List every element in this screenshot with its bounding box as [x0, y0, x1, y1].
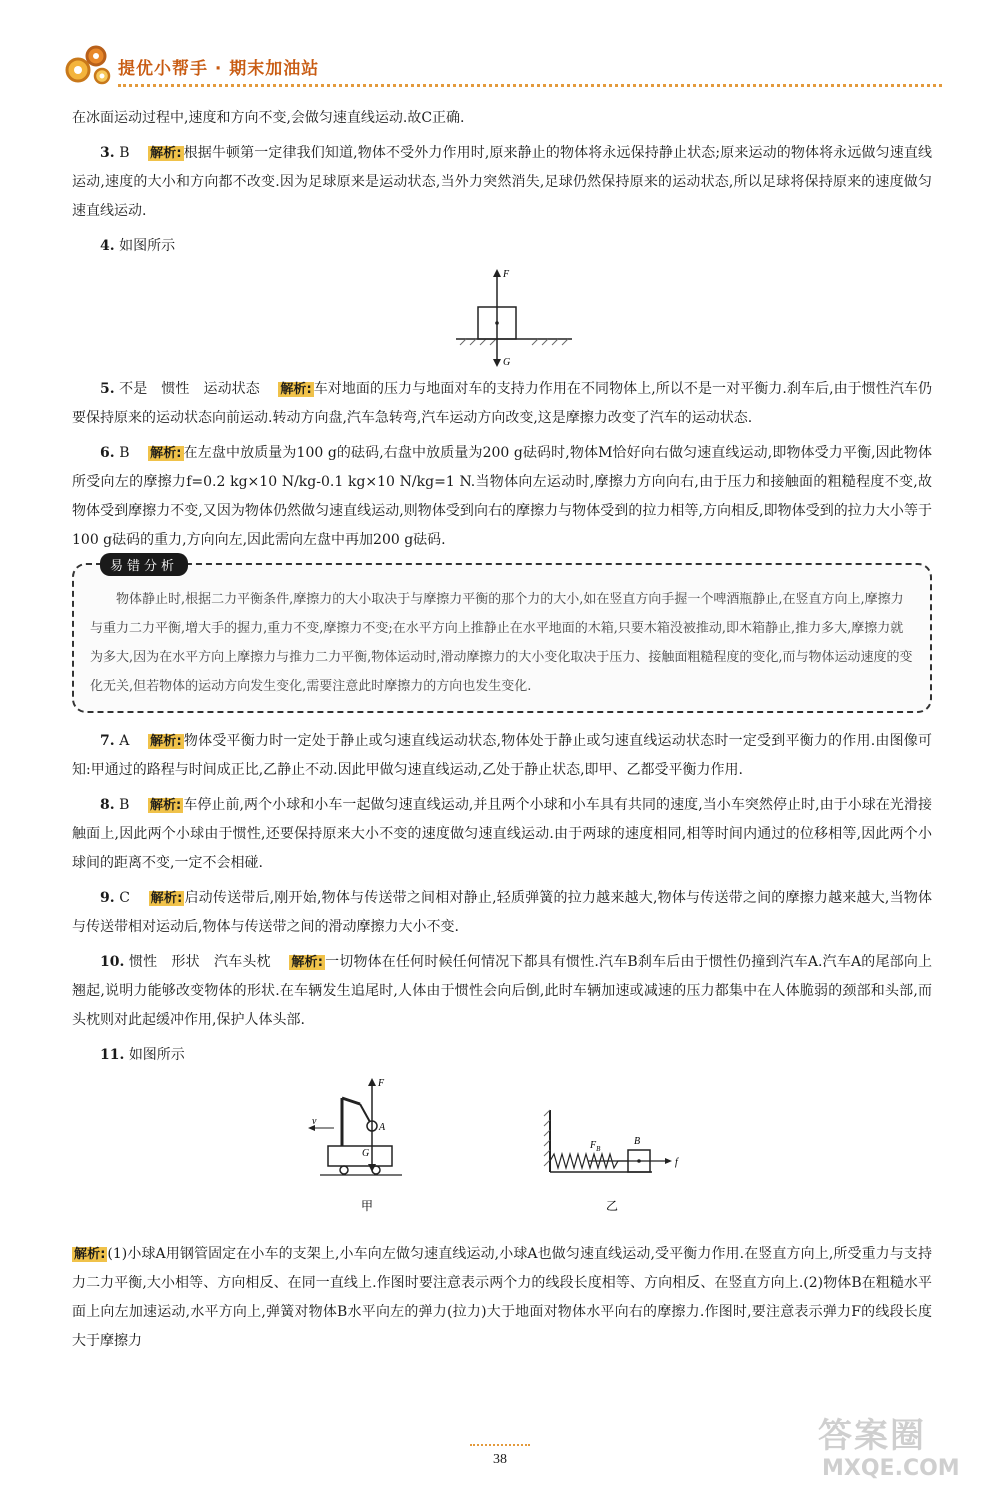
answer-8: [72, 791, 932, 878]
question-number: 11.: [100, 1047, 125, 1063]
answer-value: C: [119, 890, 130, 906]
question-number: 6.: [100, 445, 115, 461]
answer-value: B: [119, 145, 130, 161]
watermark: [812, 1408, 992, 1488]
figure-4: [72, 263, 932, 367]
answer-11-analysis: [72, 1240, 932, 1356]
force-diagram-cart-and-spring: [72, 1074, 932, 1234]
answer-value: A: [119, 733, 130, 749]
analysis-text: 车停止前,两个小球和小车一起做匀速直线运动,并且两个小球和小车具有共同的速度,当小车突然停止时,由于小球在光滑接触面上,因此两个小球由于惯性,还要保持原来大小不变的速度做匀速直线运动.由于两球的速度相同,相等时间内通过的位移相等,因此两个小球间的距离不变,一定不会相碰.: [72, 797, 933, 871]
continued-line: 在冰面运动过程中,速度和方向不变,会做匀速直线运动.故C正确.: [72, 110, 465, 126]
answer-11: [72, 1041, 932, 1070]
analysis-text: 在左盘中放质量为100 g的砝码,右盘中放质量为200 g砝码时,物体M恰好向右做匀速直线运动,即物体受力平衡,因此物体所受向左的摩擦力f=0.2 kg×10 N/kg-0.1 kg×10 N/kg=1 N.当物体向左运动时,摩擦力方向向右,由于压力和接触面的粗糙程度不变,故物体受到摩擦力不变,又因为物体仍然做匀速直线运动,则物体受到向右的摩擦力与物体受到的拉力相等,方向相反,即物体受到的拉力大小等于100 g砝码的重力,方向向左,因此需向左盘中再加200 g砝码.: [72, 445, 933, 548]
force-diagram-block: [72, 263, 932, 367]
label-A: A: [379, 1122, 386, 1133]
answer-10: [72, 948, 932, 1035]
label-v: v: [312, 1116, 317, 1127]
analysis-tag: 解析:: [150, 446, 182, 461]
answer-4: [72, 232, 932, 261]
gears-icon: [62, 40, 116, 88]
answer-7: [72, 727, 932, 785]
page-content: [72, 104, 932, 1362]
answer-text: 如图所示: [128, 1047, 185, 1063]
error-analysis-label: 易错分析: [100, 553, 188, 576]
page-header: [62, 40, 942, 92]
analysis-tag: 解析:: [150, 734, 182, 749]
error-analysis-box: [72, 559, 932, 713]
analysis-tag: 解析:: [291, 955, 323, 970]
label-F: F: [503, 269, 510, 280]
answer-value: B: [119, 797, 130, 813]
answer-6: [72, 439, 932, 555]
diagram-spring-block: [544, 1110, 679, 1213]
label-G: G: [503, 357, 511, 367]
answer-5: [72, 375, 932, 433]
error-analysis-text: 物体静止时,根据二力平衡条件,摩擦力的大小取决于与摩擦力平衡的那个力的大小,如在竖直方向手握一个啤酒瓶静止,在竖直方向上,摩擦力与重力二力平衡,增大手的握力,重力不变,摩擦力不变;在水平方向上推静止在水平地面的木箱,只要木箱没被推动,即木箱静止,推力多大,摩擦力就为多大,因为在水平方向上摩擦力与推力二力平衡,物体运动时,滑动摩擦力的大小变化取决于压力、接触面粗糙程度的变化,而与物体运动速度的变化无关,但若物体的运动方向发生变化,需要注意此时摩擦力的方向也发生变化.: [90, 592, 913, 694]
analysis-tag: 解析:: [150, 146, 182, 161]
header-divider: [118, 84, 942, 87]
answer-9: [72, 884, 932, 942]
question-number: 3.: [100, 145, 115, 161]
caption-left: 甲: [361, 1199, 374, 1213]
watermark-brand: 答案圈: [818, 1416, 926, 1456]
label-B: B: [634, 1136, 641, 1147]
analysis-text: 根据牛顿第一定律我们知道,物体不受外力作用时,原来静止的物体将永远保持静止状态;原来运动的物体将永远做匀速直线运动,速度的大小和方向都不改变.因为足球原来是运动状态,当外力突然消失,足球仍然保持原来的运动状态,所以足球将保持原来的速度做匀速直线运动.: [72, 145, 932, 219]
label-G: G: [362, 1148, 370, 1159]
analysis-text: 启动传送带后,刚开始,物体与传送带之间相对静止,轻质弹簧的拉力越来越大,物体与传送带之间的摩擦力越来越大,当物体与传送带相对运动后,物体与传送带之间的滑动摩擦力大小不变.: [72, 890, 932, 935]
question-number: 8.: [100, 797, 115, 813]
analysis-tag: 解析:: [74, 1247, 106, 1262]
answer-value: 惯性 形状 汽车头枕: [128, 954, 271, 970]
label-F: F: [378, 1078, 385, 1089]
answer-value: B: [119, 445, 130, 461]
analysis-tag: 解析:: [149, 798, 182, 813]
ground-hatch: [460, 339, 568, 345]
caption-right: 乙: [606, 1199, 619, 1213]
analysis-tag: 解析:: [150, 891, 183, 906]
question-number: 10.: [100, 954, 125, 970]
answer-text: 如图所示: [119, 238, 176, 254]
analysis-text: 物体受平衡力时一定处于静止或匀速直线运动状态,物体处于静止或匀速直线运动状态时一定受到平衡力的作用.由图像可知:甲通过的路程与时间成正比,乙静止不动.因此甲做匀速直线运动,乙处于静止状态,即甲、乙都受平衡力作用.: [72, 733, 933, 778]
label-FB: [589, 1140, 601, 1153]
label-f: f: [675, 1157, 678, 1168]
analysis-text: 车对地面的压力与地面对车的支持力作用在不同物体上,所以不是一对平衡力.刹车后,由于惯性汽车仍要保持原来的运动状态向前运动.转动方向盘,汽车急转弯,汽车运动方向改变,这是摩擦力改变了汽车的运动状态.: [72, 381, 932, 426]
analysis-tag: 解析:: [280, 382, 312, 397]
question-number: 4.: [100, 238, 115, 254]
figure-11: [72, 1074, 932, 1234]
diagram-cart: [308, 1078, 402, 1213]
analysis-text: 一切物体在任何时候任何情况下都具有惯性.汽车B刹车后由于惯性仍撞到汽车A.汽车A的尾部向上翘起,说明力能够改变物体的形状.在车辆发生追尾时,人体由于惯性会向后倒,此时车辆加速或减速的压力都集中在人体脆弱的颈部和头部,而头枕则对此起缓冲作用,保护人体头部.: [72, 954, 932, 1028]
answer-3: [72, 139, 932, 226]
answer-value: 不是 惯性 运动状态: [119, 381, 260, 397]
header-title: 提优小帮手 · 期末加油站: [118, 59, 320, 79]
label-FB-sub: B: [596, 1145, 601, 1153]
question-number: 9.: [100, 890, 115, 906]
watermark-site: MXQE.COM: [822, 1456, 960, 1481]
label-FB-main: F: [590, 1140, 597, 1151]
question-number: 7.: [100, 733, 115, 749]
page-number: 38: [493, 1452, 507, 1467]
page-number-divider: [470, 1444, 530, 1446]
question-number: 5.: [100, 381, 115, 397]
analysis-text: (1)小球A用钢管固定在小车的支架上,小车向左做匀速直线运动,小球A也做匀速直线运动,受平衡力作用.在竖直方向上,所受重力与支持力二力平衡,大小相等、方向相反、在同一直线上.作图时要注意表示两个力的线段长度相等、方向相反、在竖直方向上.(2)物体B在粗糙水平面上向左加速运动,水平方向上,弹簧对物体B水平向左的弹力(拉力)大于地面对物体水平向右的摩擦力.作图时,要注意表示弹力F的线段长度大于摩擦力: [72, 1246, 932, 1349]
